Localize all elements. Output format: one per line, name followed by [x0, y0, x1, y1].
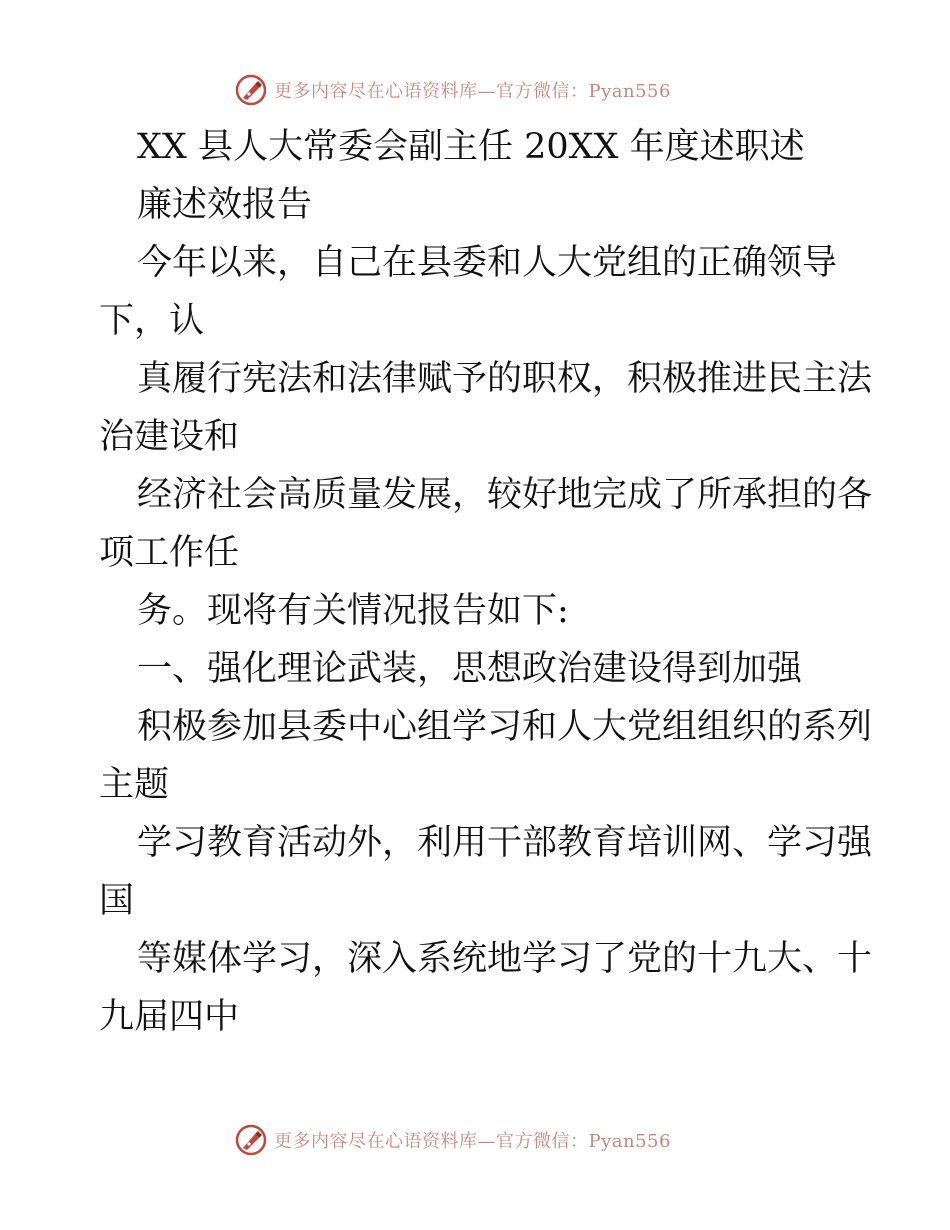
- text-line: 真履行宪法和法律赋予的职权，积极推进民主法: [137, 359, 873, 399]
- text-line: 务。现将有关情况报告如下:: [137, 591, 569, 631]
- text-line: 治建设和: [99, 417, 240, 457]
- pen-nib-logo-icon: [234, 73, 268, 107]
- text-line: 积极参加县委中心组学习和人大党组组织的系列: [137, 707, 873, 747]
- text-line: 学习教育活动外，利用干部教育培训网、学习强: [137, 823, 873, 863]
- watermark-header: [234, 71, 671, 109]
- pen-nib-logo-icon: [234, 1123, 268, 1157]
- text-line: 廉述效报告: [137, 185, 313, 225]
- text-line: 等媒体学习，深入系统地学习了党的十九大、十: [137, 939, 873, 979]
- text-line: 九届四中: [99, 997, 240, 1037]
- watermark-footer: [234, 1121, 671, 1159]
- watermark-text: 更多内容尽在心语资料库—官方微信：Pyan556: [274, 81, 671, 102]
- text-line: 项工作任: [99, 533, 240, 573]
- text-line: XX 县人大常委会副主任 20XX 年度述职述: [137, 127, 805, 167]
- text-line: 经济社会高质量发展，较好地完成了所承担的各: [137, 475, 873, 515]
- watermark-text: 更多内容尽在心语资料库—官方微信：Pyan556: [274, 1131, 671, 1152]
- text-line: 今年以来，自己在县委和人大党组的正确领导: [137, 243, 838, 283]
- text-line: 主题: [99, 765, 170, 805]
- text-line: 国: [99, 881, 135, 921]
- text-line: 下，认: [99, 301, 205, 341]
- section-heading: 一、强化理论武装，思想政治建设得到加强: [137, 649, 803, 689]
